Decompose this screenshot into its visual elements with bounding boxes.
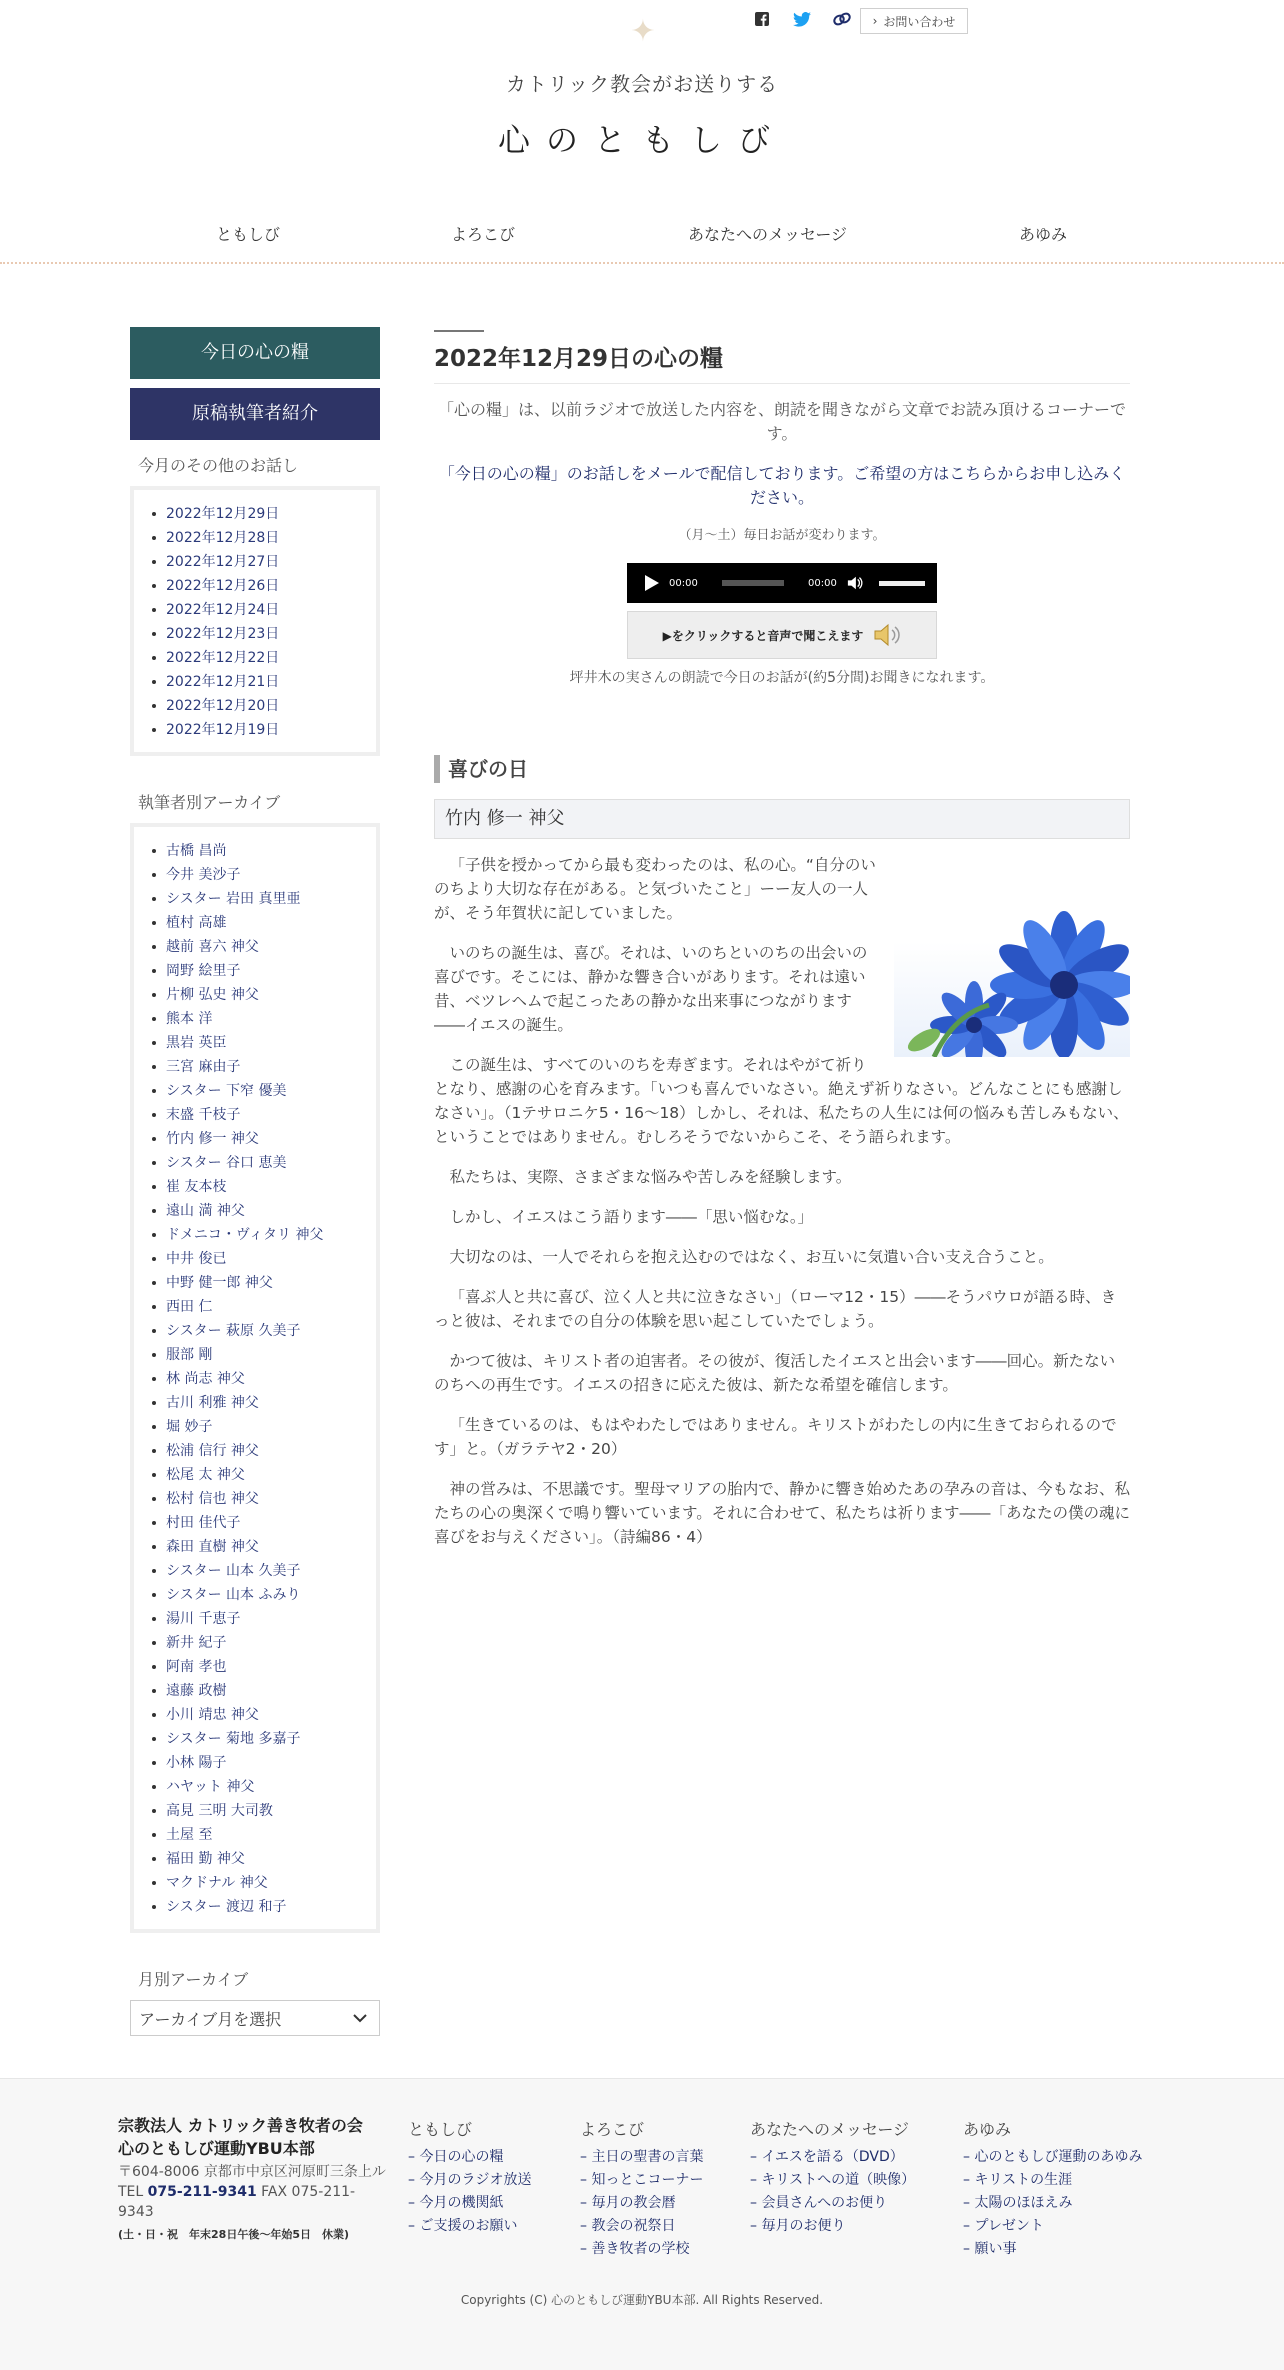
author-heading: 執筆者別アーカイブ xyxy=(138,793,281,812)
footer-link-label: 今月の機関紙 xyxy=(419,2195,504,2211)
footer-link[interactable] xyxy=(408,2169,531,2192)
author-archive-link[interactable]: 森田 直樹 神父 xyxy=(134,1535,376,1559)
author-archive-link[interactable]: 阿南 孝也 xyxy=(134,1655,376,1679)
footer-link-label: イエスを語る（DVD） xyxy=(761,2149,904,2165)
footer-column xyxy=(408,2117,531,2238)
month-archive-link[interactable]: 2022年12月21日 xyxy=(134,670,376,694)
author-archive-link[interactable]: 岡野 絵里子 xyxy=(134,959,376,983)
dash-glyph: – xyxy=(750,2218,762,2234)
star-icon: ✦ xyxy=(630,14,656,49)
footer-column-heading[interactable]: あなたへのメッセージ xyxy=(750,2120,910,2139)
footer-link[interactable] xyxy=(963,2238,1142,2261)
sidebar xyxy=(130,327,380,2036)
author-archive-link[interactable]: 植村 高雄 xyxy=(134,911,376,935)
title-accent xyxy=(434,330,484,332)
author-archive-link[interactable]: 松尾 太 神父 xyxy=(134,1463,376,1487)
author-archive-link[interactable]: 松浦 信行 神父 xyxy=(134,1439,376,1463)
dash-glyph: – xyxy=(408,2218,420,2234)
footer-link-list xyxy=(408,2146,531,2238)
author-archive-link[interactable]: 竹内 修一 神父 xyxy=(134,1127,376,1151)
authors-button[interactable]: 原稿執筆者紹介 xyxy=(130,388,380,440)
dash-glyph: – xyxy=(750,2149,762,2165)
article-paragraph: 大切なのは、一人でそれらを抱え込むのではなく、お互いに気遣い合い支え合うこと。 xyxy=(449,1248,1054,1266)
volume-icon[interactable] xyxy=(847,575,863,591)
author-archive-link[interactable]: 古橋 昌尚 xyxy=(134,839,376,863)
dash-glyph: – xyxy=(580,2172,592,2188)
office-hours: (土・日・祝 年末28日午後〜年始5日 休業) xyxy=(118,2228,350,2241)
author-archive-link[interactable]: 村田 佳代子 xyxy=(134,1511,376,1535)
footer-link[interactable] xyxy=(963,2169,1142,2192)
author-archive-link[interactable]: 黒岩 英臣 xyxy=(134,1031,376,1055)
footer-link-label: 願い事 xyxy=(974,2241,1017,2257)
play-icon[interactable] xyxy=(645,575,659,591)
month-list-box xyxy=(130,486,380,756)
footer-link[interactable] xyxy=(408,2215,531,2238)
dash-glyph: – xyxy=(580,2241,592,2257)
author-archive-link[interactable]: 堀 妙子 xyxy=(134,1415,376,1439)
author-list-box xyxy=(130,823,380,1933)
footer-column-heading[interactable]: あゆみ xyxy=(963,2120,1012,2139)
author-archive-link[interactable]: シスター 谷口 恵美 xyxy=(134,1151,376,1175)
author-archive-link[interactable]: 今井 美沙子 xyxy=(134,863,376,887)
footer-link-label: 主日の聖書の言葉 xyxy=(591,2149,704,2165)
speaker-icon xyxy=(873,623,901,647)
nav-item-yorokobi[interactable]: よろこび xyxy=(451,225,516,244)
author-archive-link[interactable]: 林 尚志 神父 xyxy=(134,1367,376,1391)
month-archive-link[interactable]: 2022年12月24日 xyxy=(134,598,376,622)
author-archive-link[interactable]: 片柳 弘史 神父 xyxy=(134,983,376,1007)
intro-text: 「心の糧」は、以前ラジオで放送した内容を、朗読を聞きながら文章でお読み頂けるコーナーです。 xyxy=(437,400,1126,443)
site-header xyxy=(0,0,1284,265)
author-archive-link[interactable]: シスター 下窄 優美 xyxy=(134,1079,376,1103)
footer-link-label: 知っとこコーナー xyxy=(591,2172,704,2188)
article-paragraph: しかし、イエスはこう語ります――「思い悩むな。」 xyxy=(449,1208,814,1226)
article-paragraph: 私たちは、実際、さまざまな悩みや苦しみを経験します。 xyxy=(449,1168,852,1186)
dash-glyph: – xyxy=(580,2149,592,2165)
author-archive-link[interactable]: シスター 山本 ふみり xyxy=(134,1583,376,1607)
footer-link[interactable] xyxy=(750,2146,915,2169)
global-nav xyxy=(0,222,1284,264)
author-archive-link[interactable]: 越前 喜六 神父 xyxy=(134,935,376,959)
footer-link[interactable] xyxy=(750,2169,915,2192)
footer-column-heading[interactable]: よろこび xyxy=(580,2120,645,2139)
author-archive-link[interactable]: 湯川 千恵子 xyxy=(134,1607,376,1631)
section-title: 喜びの日 xyxy=(434,755,1130,783)
footer-link[interactable] xyxy=(963,2215,1142,2238)
author-name: 竹内 修一 神父 xyxy=(434,799,1130,839)
page-title: 2022年12月29日の心の糧 xyxy=(434,340,1130,384)
author-archive-link[interactable]: シスター 萩原 久美子 xyxy=(134,1319,376,1343)
author-archive-link[interactable]: 土屋 至 xyxy=(134,1823,376,1847)
reader-note: 坪井木の実さんの朗読で今日のお話が(約5分間)お聞きになれます。 xyxy=(569,670,995,686)
org-name-line2: 心のともしび運動YBU本部 xyxy=(118,2139,315,2158)
dash-glyph: – xyxy=(408,2149,420,2165)
footer-column xyxy=(580,2117,703,2261)
month-archive-link[interactable]: 2022年12月28日 xyxy=(134,526,376,550)
facebook-icon[interactable] xyxy=(752,9,772,29)
footer-link[interactable] xyxy=(408,2146,531,2169)
author-archive-link[interactable]: 遠藤 政樹 xyxy=(134,1679,376,1703)
author-archive-link[interactable]: 小林 陽子 xyxy=(134,1751,376,1775)
month-archive-link[interactable]: 2022年12月29日 xyxy=(134,502,376,526)
footer-link-label: 毎月のお便り xyxy=(761,2218,846,2234)
site-footer xyxy=(0,2078,1284,2370)
player-progress-slider[interactable] xyxy=(722,580,784,586)
listen-button[interactable] xyxy=(627,611,937,659)
nav-item-tomoshibi[interactable]: ともしび xyxy=(216,225,281,244)
author-archive-link[interactable]: シスター 渡辺 和子 xyxy=(134,1895,376,1919)
chevron-right-icon: › xyxy=(872,14,878,28)
dash-glyph: – xyxy=(408,2195,420,2211)
org-phone xyxy=(118,2182,388,2222)
dash-glyph: – xyxy=(580,2195,592,2211)
footer-link[interactable] xyxy=(580,2215,703,2238)
nav-divider xyxy=(0,262,1284,264)
volume-slider[interactable] xyxy=(879,581,925,586)
today-button[interactable]: 今日の心の糧 xyxy=(130,327,380,379)
dash-glyph: – xyxy=(408,2172,420,2188)
author-archive-link[interactable]: マクドナル 神父 xyxy=(134,1871,376,1895)
author-archive-link[interactable]: ハヤット 神父 xyxy=(134,1775,376,1799)
author-archive-link[interactable]: シスター 山本 久美子 xyxy=(134,1559,376,1583)
author-archive-link[interactable]: シスター 岩田 真里亜 xyxy=(134,887,376,911)
author-archive-link[interactable]: 末盛 千枝子 xyxy=(134,1103,376,1127)
article-paragraph: この誕生は、すべてのいのちを寿ぎます。それはやがて祈りとなり、感謝の心を育みます。「いつも喜んでいなさい。絶えず祈りなさい。どんなことにも感謝しなさい」。（1テサロニケ5・16～18）しかし、それは、私たちの人生には何の悩みも苦しみもない、ということではありません。むしろそうでないからこそ、そう語られます。 xyxy=(434,1056,1129,1146)
article-paragraph: かつて彼は、キリスト者の迫害者。その彼が、復活したイエスと出会います――回心。新たないのちへの再生です。イエスの招きに応えた彼は、新たな希望を確信します。 xyxy=(434,1352,1116,1394)
tel-label: TEL xyxy=(118,2184,144,2200)
author-archive-link[interactable]: 小川 靖忠 神父 xyxy=(134,1703,376,1727)
footer-link-label: キリストへの道（映像） xyxy=(761,2172,916,2188)
author-archive-link[interactable]: ドメニコ・ヴィタリ 神父 xyxy=(134,1223,376,1247)
month-archive-link[interactable]: 2022年12月23日 xyxy=(134,622,376,646)
audio-player xyxy=(627,563,937,603)
month-archive-link[interactable]: 2022年12月19日 xyxy=(134,718,376,742)
flower-image xyxy=(894,865,1130,1057)
author-archive-link[interactable]: 中井 俊已 xyxy=(134,1247,376,1271)
footer-link-label: 今月のラジオ放送 xyxy=(419,2172,532,2188)
author-archive-link[interactable]: 三宮 麻由子 xyxy=(134,1055,376,1079)
article-paragraph: 「生きているのは、もはやわたしではありません。キリストがわたしの内に生きておられるのです」と。（ガラテヤ2・20） xyxy=(434,1416,1117,1458)
player-current-time: 00:00 xyxy=(669,577,698,589)
footer-link[interactable] xyxy=(963,2192,1142,2215)
month-heading: 今月のその他のお話し xyxy=(138,456,299,475)
monthly-heading: 月別アーカイブ xyxy=(138,1970,249,1989)
footer-link[interactable] xyxy=(750,2192,915,2215)
author-archive-link[interactable]: 新井 紀子 xyxy=(134,1631,376,1655)
nav-item-ayumi[interactable]: あゆみ xyxy=(1019,225,1068,244)
footer-link[interactable] xyxy=(963,2146,1142,2169)
footer-link[interactable] xyxy=(580,2169,703,2192)
author-archive-link[interactable]: 西田 仁 xyxy=(134,1295,376,1319)
author-archive-link[interactable]: 福田 勤 神父 xyxy=(134,1847,376,1871)
article-paragraph: 神の営みは、不思議です。聖母マリアの胎内で、静かに響き始めたあの孕みの音は、今もなお、私たちの心の奥深くで鳴り響いています。それに合わせて、私たちは祈ります――「あなたの僕の魂に喜びをお与えください」。（詩編86・4） xyxy=(434,1480,1130,1546)
daily-note: （月～土）毎日お話が変わります。 xyxy=(678,528,886,543)
tel-number[interactable]: 075-211-9341 xyxy=(147,2184,257,2200)
footer-link-label: 心のともしび運動のあゆみ xyxy=(974,2149,1143,2165)
author-archive-link[interactable]: 遠山 満 神父 xyxy=(134,1199,376,1223)
listen-label: ▶をクリックすると音声で聞こえます xyxy=(662,628,864,643)
article-body xyxy=(434,853,1130,1549)
article-paragraph: 「喜ぶ人と共に喜び、泣く人と共に泣きなさい」（ローマ12・15）――そうパウロが語る時、きっと彼は、それまでの自分の体験を思い起こしていたでしょう。 xyxy=(434,1288,1117,1330)
dash-glyph: – xyxy=(750,2195,762,2211)
footer-link[interactable] xyxy=(580,2192,703,2215)
footer-link-label: 善き牧者の学校 xyxy=(591,2241,690,2257)
org-name-line1: 宗教法人 カトリック善き牧者の会 xyxy=(118,2116,363,2135)
footer-column-heading[interactable]: ともしび xyxy=(408,2120,473,2139)
contact-label: お問い合わせ xyxy=(883,14,956,29)
copyright: Copyrights (C) 心のともしび運動YBU本部. All Rights Reserved. xyxy=(460,2293,824,2307)
chevron-down-icon xyxy=(353,2014,367,2023)
main-content xyxy=(434,330,1130,1565)
org-address: 〒604-8006 京都市中京区河原町三条上ル xyxy=(118,2164,386,2180)
author-archive-link[interactable]: 高見 三明 大司教 xyxy=(134,1799,376,1823)
footer-link[interactable] xyxy=(580,2146,703,2169)
month-archive-link[interactable]: 2022年12月22日 xyxy=(134,646,376,670)
footer-link-list xyxy=(580,2146,703,2261)
month-archive-link[interactable]: 2022年12月20日 xyxy=(134,694,376,718)
footer-link-label: 太陽のほほえみ xyxy=(974,2195,1073,2211)
dash-glyph: – xyxy=(750,2172,762,2188)
dash-glyph: – xyxy=(963,2241,975,2257)
footer-link-label: 会員さんへのお便り xyxy=(761,2195,888,2211)
article-paragraph: いのちの誕生は、喜び。それは、いのちといのちの出会いの喜びです。そこには、静かな響き合いがあります。それは遠い昔、ベツレヘムで起こったあの静かな出来事につながります――イエスの誕生。 xyxy=(434,944,868,1034)
footer-link-label: 毎月の教会暦 xyxy=(591,2195,676,2211)
social-links xyxy=(752,9,852,29)
footer-link-label: 教会の祝祭日 xyxy=(591,2218,676,2234)
article-paragraph: 「子供を授かってから最も変わったのは、私の心。“自分のいのちより大切な存在がある。と気づいたこと」ーー友人の一人が、そう年賀状に記していました。 xyxy=(434,856,876,922)
month-list xyxy=(134,502,376,742)
player-duration: 00:00 xyxy=(808,577,837,589)
twitter-icon[interactable] xyxy=(792,9,812,29)
footer-link-list xyxy=(963,2146,1142,2261)
footer-link[interactable] xyxy=(580,2238,703,2261)
author-archive-link[interactable]: 崔 友本枝 xyxy=(134,1175,376,1199)
footer-column xyxy=(963,2117,1142,2261)
dash-glyph: – xyxy=(963,2172,975,2188)
dash-glyph: – xyxy=(963,2149,975,2165)
author-archive-link[interactable]: シスター 菊地 多嘉子 xyxy=(134,1727,376,1751)
footer-column xyxy=(750,2117,915,2238)
footer-link-label: プレゼント xyxy=(974,2218,1044,2234)
month-archive-link[interactable]: 2022年12月27日 xyxy=(134,550,376,574)
footer-link-label: 今日の心の糧 xyxy=(419,2149,504,2165)
dash-glyph: – xyxy=(963,2218,975,2234)
footer-link-label: ご支援のお願い xyxy=(419,2218,518,2234)
footer-link-label: キリストの生涯 xyxy=(974,2172,1073,2188)
author-archive-link[interactable]: 古川 利雅 神父 xyxy=(134,1391,376,1415)
archive-month-select[interactable] xyxy=(130,2000,380,2036)
fax-number: FAX 075-211-9343 xyxy=(118,2184,356,2220)
contact-button[interactable] xyxy=(860,8,968,34)
footer-link[interactable] xyxy=(408,2192,531,2215)
author-archive-link[interactable]: 中野 健一郎 神父 xyxy=(134,1271,376,1295)
author-list xyxy=(134,839,376,1919)
archive-select-value: アーカイブ月を選択 xyxy=(139,2009,282,2029)
dash-glyph: – xyxy=(580,2218,592,2234)
dash-glyph: – xyxy=(963,2195,975,2211)
month-archive-link[interactable]: 2022年12月26日 xyxy=(134,574,376,598)
footer-link-list xyxy=(750,2146,915,2238)
author-archive-link[interactable]: 服部 剛 xyxy=(134,1343,376,1367)
author-archive-link[interactable]: 松村 信也 神父 xyxy=(134,1487,376,1511)
author-archive-link[interactable]: 熊本 洋 xyxy=(134,1007,376,1031)
site-title[interactable]: 心のともしび xyxy=(497,121,786,159)
mail-signup-link[interactable]: 「今日の心の糧」のお話しをメールで配信しております。ご希望の方はこちらからお申し込みください。 xyxy=(438,464,1126,507)
link-icon[interactable] xyxy=(832,9,852,29)
footer-link[interactable] xyxy=(750,2215,915,2238)
nav-item-message[interactable]: あなたへのメッセージ xyxy=(688,225,848,244)
footer-org xyxy=(118,2114,388,2242)
site-subtitle: カトリック教会がお送りする xyxy=(505,72,779,96)
